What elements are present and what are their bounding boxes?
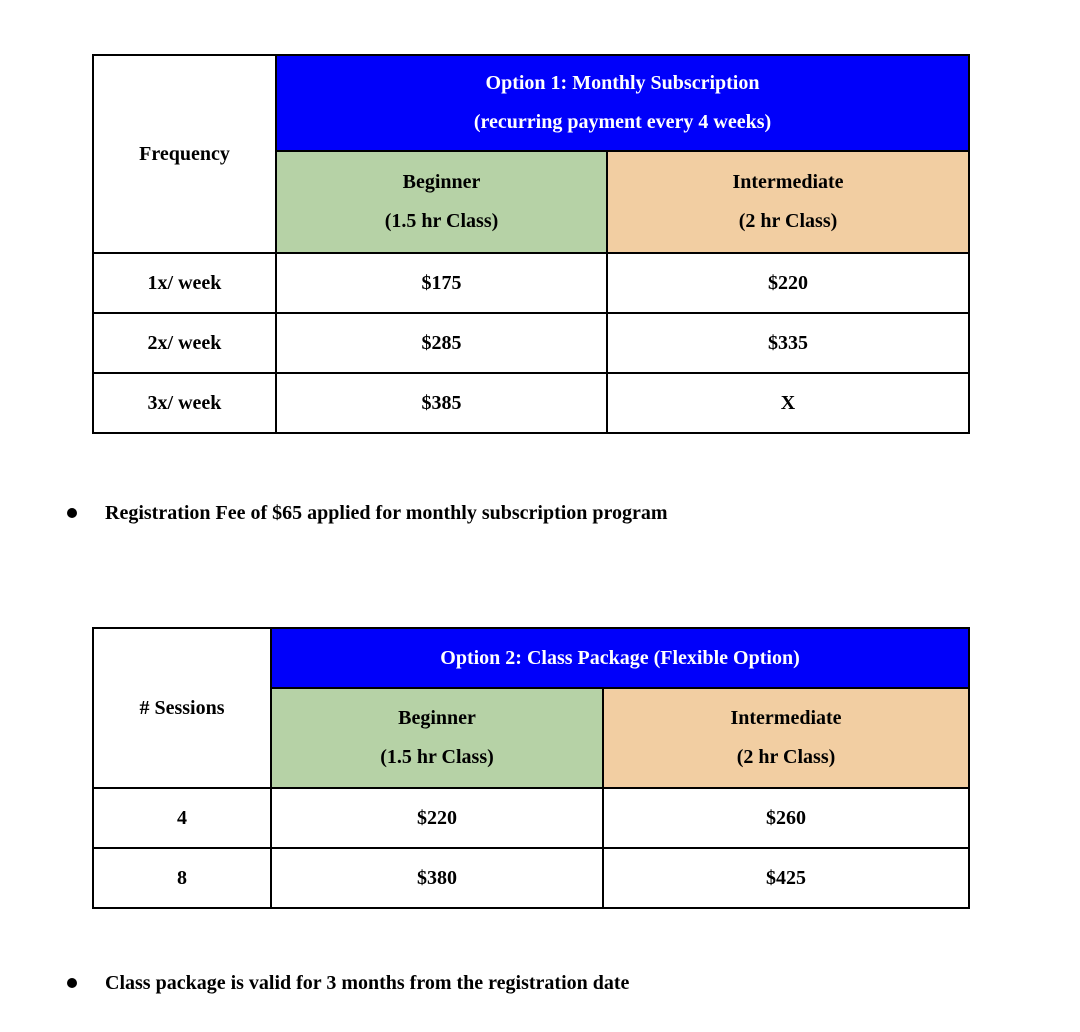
- intermediate-price-cell: $335: [607, 313, 969, 373]
- intermediate-price-cell: $260: [603, 788, 969, 848]
- table-row: [93, 313, 969, 373]
- sessions-cell: 8: [93, 848, 271, 908]
- bullet-icon: [67, 508, 77, 518]
- intermediate-header-line2: (2 hr Class): [736, 746, 836, 768]
- registration-fee-note: [67, 500, 668, 526]
- intermediate-header-cell: [603, 688, 969, 788]
- frequency-header-label: Frequency: [139, 142, 230, 165]
- class-package-note-text: Class package is valid for 3 months from the registration date: [105, 972, 630, 994]
- beginner-price-cell: $285: [276, 313, 607, 373]
- sessions-header-cell: [93, 628, 271, 788]
- monthly-subscription-table: [92, 54, 970, 434]
- intermediate-price-cell: X: [607, 373, 969, 433]
- beginner-header-line1: Beginner: [402, 171, 481, 193]
- sessions-header-label: # Sessions: [139, 696, 225, 719]
- frequency-header-cell: [93, 55, 276, 253]
- intermediate-header-line1: Intermediate: [730, 707, 842, 729]
- registration-fee-note-text: Registration Fee of $65 applied for monthly subscription program: [105, 502, 668, 524]
- table-row: [93, 788, 969, 848]
- beginner-price-cell: $380: [271, 848, 603, 908]
- table-row: [93, 373, 969, 433]
- beginner-price-cell: $220: [271, 788, 603, 848]
- intermediate-price-cell: $220: [607, 253, 969, 313]
- beginner-header-line2: (1.5 hr Class): [380, 746, 494, 768]
- beginner-header-line2: (1.5 hr Class): [384, 210, 499, 232]
- option2-title-line1: Option 2: Class Package (Flexible Option): [440, 647, 800, 669]
- bullet-icon: [67, 978, 77, 988]
- option1-title-line2: (recurring payment every 4 weeks): [473, 111, 772, 133]
- table-row: [93, 253, 969, 313]
- beginner-header-cell: [276, 151, 607, 253]
- class-package-table: [92, 627, 970, 909]
- class-package-note: [67, 970, 629, 996]
- beginner-header-cell: [271, 688, 603, 788]
- option2-title-cell: [271, 628, 969, 688]
- frequency-cell: 1x/ week: [93, 253, 276, 313]
- intermediate-header-cell: [607, 151, 969, 253]
- intermediate-header-line2: (2 hr Class): [738, 210, 838, 232]
- table-row: [93, 848, 969, 908]
- sessions-cell: 4: [93, 788, 271, 848]
- beginner-price-cell: $175: [276, 253, 607, 313]
- beginner-header-line1: Beginner: [398, 707, 476, 729]
- intermediate-price-cell: $425: [603, 848, 969, 908]
- frequency-cell: 3x/ week: [93, 373, 276, 433]
- beginner-price-cell: $385: [276, 373, 607, 433]
- intermediate-header-line1: Intermediate: [732, 171, 844, 193]
- option1-title-cell: [276, 55, 969, 151]
- frequency-cell: 2x/ week: [93, 313, 276, 373]
- option1-title-line1: Option 1: Monthly Subscription: [485, 72, 760, 94]
